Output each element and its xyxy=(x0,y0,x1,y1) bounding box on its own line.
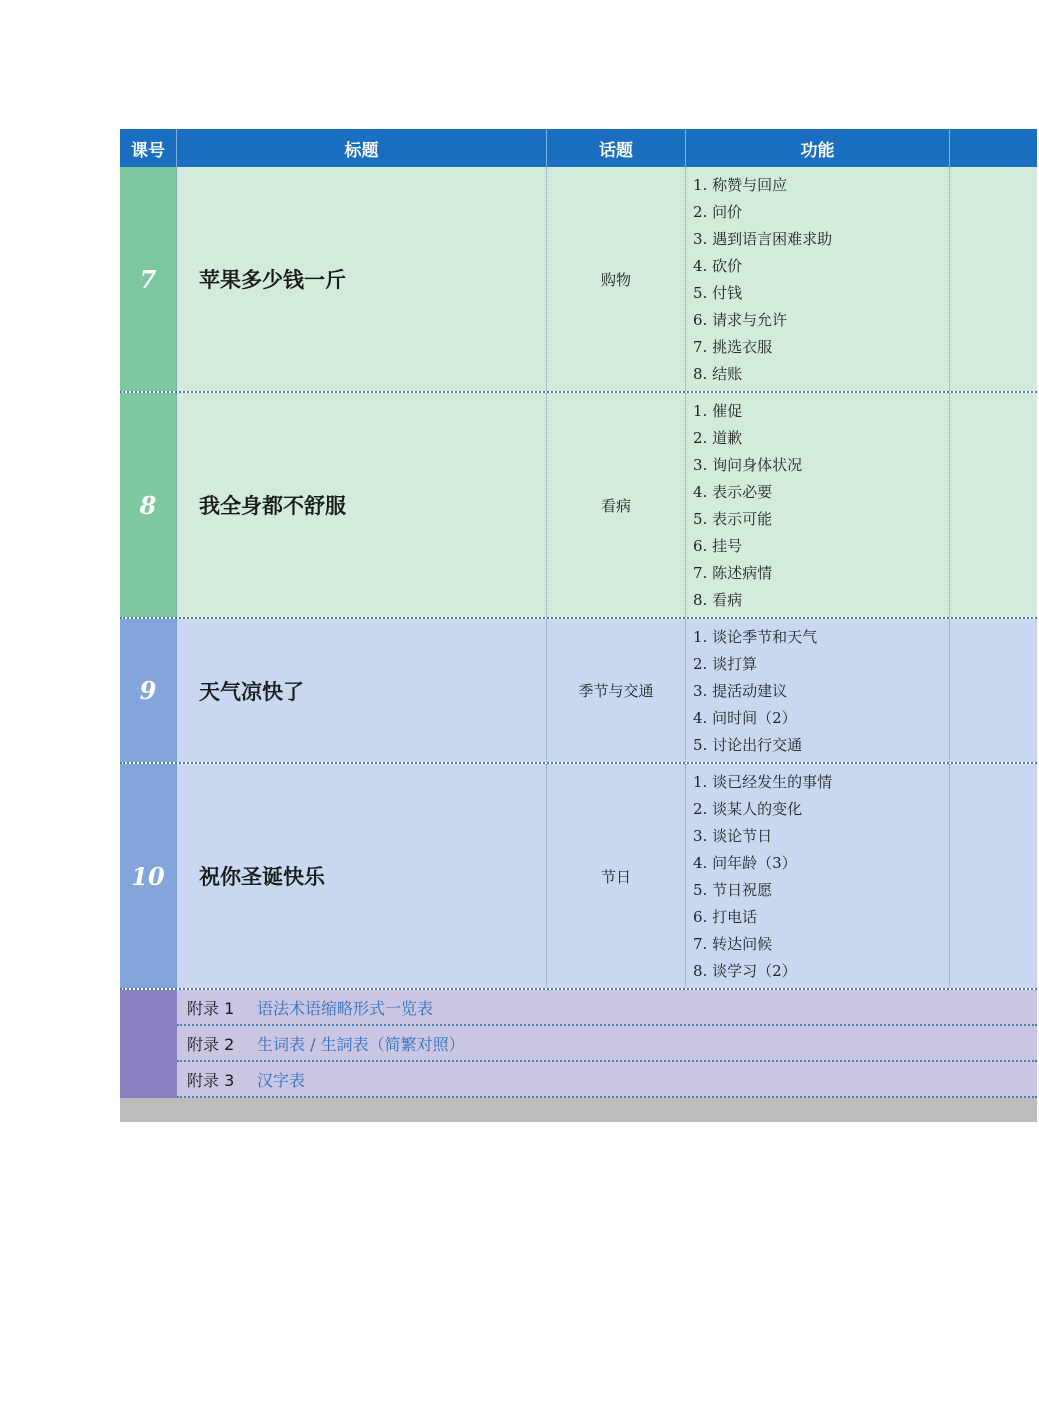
lesson-title[interactable]: 我全身都不舒服 xyxy=(177,393,547,617)
lesson-number: 9 xyxy=(120,619,177,762)
function-item: 8. 结账 xyxy=(693,365,743,383)
lesson-title[interactable]: 苹果多少钱一斤 xyxy=(177,167,547,391)
function-item: 3. 遇到语言困难求助 xyxy=(693,230,833,248)
lesson-title[interactable]: 天气凉快了 xyxy=(177,619,547,762)
appendix-label: 附录 1 xyxy=(187,998,235,1018)
footer-bar xyxy=(120,1098,1037,1122)
contents-table xyxy=(120,129,1037,1122)
header-function: 功能 xyxy=(686,129,950,167)
lesson-row xyxy=(120,393,1037,619)
lesson-extra-cell xyxy=(950,764,1037,988)
lesson-extra-cell xyxy=(950,393,1037,617)
function-item: 2. 谈某人的变化 xyxy=(693,800,803,818)
lesson-number: 7 xyxy=(120,167,177,391)
function-item: 4. 问年龄（3） xyxy=(693,854,797,872)
function-item: 2. 谈打算 xyxy=(693,655,758,673)
lesson-number: 10 xyxy=(120,764,177,988)
function-item: 7. 转达问候 xyxy=(693,935,773,953)
function-item: 3. 提活动建议 xyxy=(693,682,788,700)
lesson-row xyxy=(120,167,1037,393)
lesson-number: 8 xyxy=(120,393,177,617)
function-item: 7. 陈述病情 xyxy=(693,564,773,582)
lesson-row xyxy=(120,619,1037,764)
lesson-extra-cell xyxy=(950,619,1037,762)
lesson-function-list xyxy=(686,764,950,988)
function-item: 6. 挂号 xyxy=(693,537,743,555)
lesson-topic: 看病 xyxy=(547,393,686,617)
appendix-label: 附录 3 xyxy=(187,1070,235,1090)
appendix-row[interactable] xyxy=(177,1026,1037,1062)
appendix-label: 附录 2 xyxy=(187,1034,235,1054)
function-item: 7. 挑选衣服 xyxy=(693,338,773,356)
table-header xyxy=(120,129,1037,167)
function-item: 6. 打电话 xyxy=(693,908,758,926)
function-item: 4. 问时间（2） xyxy=(693,709,797,727)
function-item: 3. 谈论节日 xyxy=(693,827,773,845)
appendix-row[interactable] xyxy=(177,990,1037,1026)
header-extra xyxy=(950,129,1037,167)
header-topic: 话题 xyxy=(547,129,686,167)
lesson-function-list xyxy=(686,393,950,617)
function-item: 4. 表示必要 xyxy=(693,483,773,501)
function-item: 5. 讨论出行交通 xyxy=(693,736,803,754)
appendix-link[interactable]: 语法术语缩略形式一览表 xyxy=(257,998,434,1018)
function-item: 5. 节日祝愿 xyxy=(693,881,773,899)
function-item: 4. 砍价 xyxy=(693,257,743,275)
function-item: 3. 询问身体状况 xyxy=(693,456,803,474)
function-item: 1. 称赞与回应 xyxy=(693,176,788,194)
function-item: 2. 道歉 xyxy=(693,429,743,447)
lesson-topic: 节日 xyxy=(547,764,686,988)
appendix-rows xyxy=(177,990,1037,1098)
lesson-function-list xyxy=(686,167,950,391)
lesson-topic: 季节与交通 xyxy=(547,619,686,762)
lesson-rows xyxy=(120,167,1037,990)
function-item: 6. 请求与允许 xyxy=(693,311,788,329)
appendix-link[interactable]: 生词表 / 生詞表（简繁对照） xyxy=(257,1034,465,1054)
function-item: 8. 谈学习（2） xyxy=(693,962,797,980)
lesson-function-list xyxy=(686,619,950,762)
function-item: 1. 催促 xyxy=(693,402,743,420)
function-item: 2. 问价 xyxy=(693,203,743,221)
function-item: 1. 谈论季节和天气 xyxy=(693,628,818,646)
function-item: 5. 付钱 xyxy=(693,284,743,302)
appendix-row[interactable] xyxy=(177,1062,1037,1098)
lesson-topic: 购物 xyxy=(547,167,686,391)
function-item: 8. 看病 xyxy=(693,591,743,609)
header-title: 标题 xyxy=(177,129,547,167)
lesson-title[interactable]: 祝你圣诞快乐 xyxy=(177,764,547,988)
appendix-color-cell xyxy=(120,990,177,1098)
appendix-link[interactable]: 汉字表 xyxy=(257,1070,306,1090)
appendix-section xyxy=(120,990,1037,1098)
lesson-row xyxy=(120,764,1037,990)
lesson-extra-cell xyxy=(950,167,1037,391)
function-item: 5. 表示可能 xyxy=(693,510,773,528)
header-lesson-number: 课号 xyxy=(120,129,177,167)
function-item: 1. 谈已经发生的事情 xyxy=(693,773,833,791)
